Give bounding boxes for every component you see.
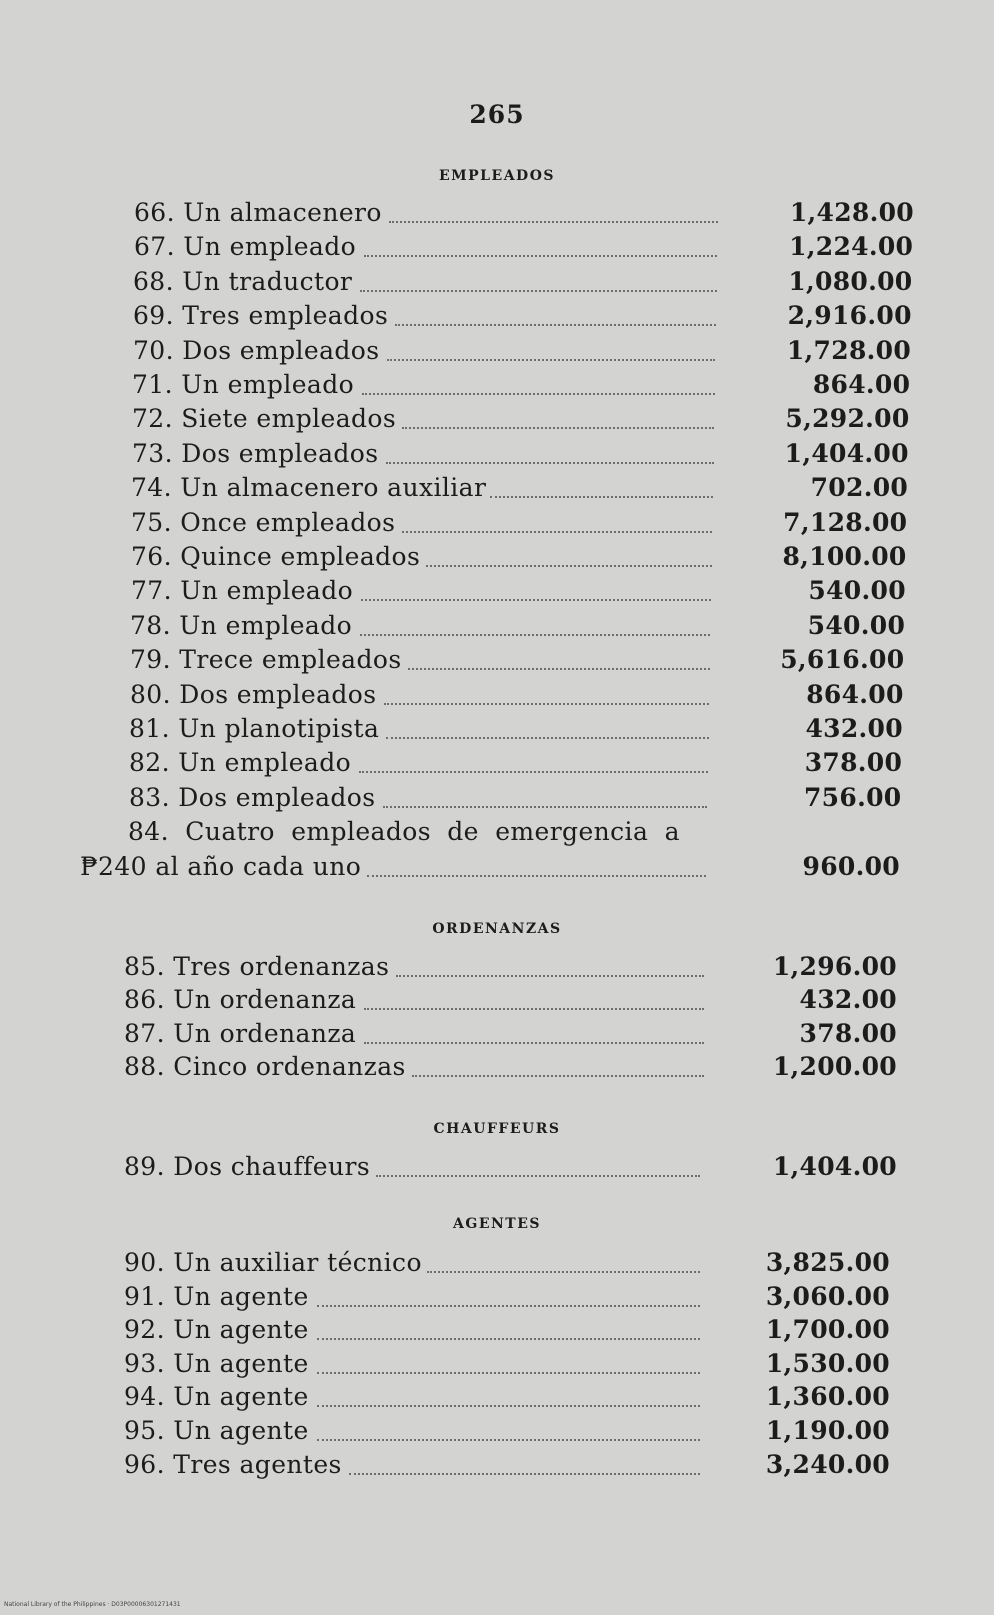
leader-dots: [383, 806, 708, 808]
line-item-amount: 3,240.00: [765, 1449, 890, 1479]
line-item-amount: 3,825.00: [765, 1248, 890, 1277]
leader-dots: [367, 875, 706, 877]
line-item-label: 76. Quince empleados: [131, 542, 421, 571]
line-item: [124, 1017, 897, 1051]
leader-dots: [384, 703, 709, 705]
line-item-label: 77. Un empleado: [131, 576, 354, 606]
line-item: [128, 815, 901, 849]
line-item-amount: 864.00: [812, 370, 911, 399]
line-item: [124, 1380, 890, 1414]
line-item-amount: 540.00: [808, 576, 906, 606]
line-item: [132, 437, 909, 471]
line-item-amount: 8,100.00: [782, 542, 907, 571]
line-item: [80, 850, 900, 884]
leader-dots: [389, 221, 718, 223]
leader-dots: [387, 359, 716, 361]
line-item-amount: 1,530.00: [765, 1348, 890, 1378]
leader-dots: [317, 1338, 700, 1340]
line-item-label: 66. Un almacenero: [134, 198, 382, 227]
leader-dots: [386, 737, 709, 739]
line-item: [133, 265, 913, 299]
line-item-label: 73. Dos empleados: [132, 438, 379, 468]
leader-dots: [402, 531, 712, 533]
line-item-amount: 1,428.00: [789, 198, 914, 227]
line-item-label: 92. Un agente: [124, 1315, 309, 1345]
line-item-amount: 5,616.00: [780, 645, 905, 675]
line-item-amount: 3,060.00: [765, 1281, 890, 1311]
line-item-amount: 1,728.00: [786, 335, 912, 365]
line-item-label: 67. Un empleado: [134, 232, 357, 262]
line-item: [131, 506, 907, 540]
line-item: [124, 950, 897, 984]
line-item-label: 95. Un agente: [124, 1416, 309, 1445]
line-item: [124, 983, 897, 1017]
line-item: [124, 1050, 897, 1084]
leader-dots: [426, 565, 711, 567]
line-item: [124, 1150, 897, 1184]
line-item-amount: 960.00: [802, 851, 900, 881]
line-item: [124, 1448, 890, 1482]
leader-dots: [362, 393, 715, 395]
line-item-amount: 378.00: [799, 1018, 897, 1048]
line-item-label: ₱240 al año cada uno: [80, 851, 362, 881]
line-item: [134, 230, 913, 264]
line-item-label: 84. Cuatro empleados de emergencia a: [128, 817, 680, 847]
section-title: CHAUFFEURS: [433, 1121, 561, 1137]
page-number: 265: [469, 100, 525, 129]
line-item-amount: 864.00: [806, 679, 904, 709]
line-item-amount: 702.00: [810, 473, 909, 503]
line-item-label: 80. Dos empleados: [130, 679, 377, 709]
line-item-amount: 378.00: [804, 748, 903, 778]
line-item: [124, 1313, 890, 1347]
line-item: [124, 1414, 890, 1448]
line-item: [130, 609, 905, 643]
leader-dots: [396, 975, 704, 977]
leader-dots: [360, 634, 710, 636]
leader-dots: [427, 1271, 700, 1273]
leader-dots: [317, 1372, 700, 1374]
line-item: [124, 1246, 890, 1280]
line-item-label: 75. Once empleados: [131, 507, 396, 537]
line-item-label: 86. Un ordenanza: [124, 985, 357, 1015]
line-item: [130, 643, 904, 677]
line-item: [132, 402, 910, 436]
line-item-label: 70. Dos empleados: [133, 335, 380, 365]
line-item-label: 94. Un agente: [124, 1382, 309, 1412]
line-item: [129, 781, 901, 815]
leader-dots: [317, 1305, 700, 1307]
leader-dots: [360, 290, 717, 292]
line-item-label: 74. Un almacenero auxiliar: [131, 473, 487, 503]
leader-dots: [364, 255, 717, 257]
line-item-label: 79. Trece empleados: [130, 645, 402, 675]
line-item-label: 82. Un empleado: [129, 748, 352, 778]
line-item-amount: 1,080.00: [788, 266, 913, 296]
line-item-amount: 1,224.00: [789, 232, 914, 262]
line-item-label: 88. Cinco ordenanzas: [124, 1051, 406, 1081]
line-item-label: 83. Dos empleados: [129, 782, 376, 812]
line-item: [129, 712, 903, 746]
line-item-label: 89. Dos chauffeurs: [124, 1152, 371, 1181]
line-item: [133, 299, 912, 333]
line-item: [129, 746, 902, 780]
line-item-label: 96. Tres agentes: [124, 1449, 342, 1479]
line-item-amount: 1,404.00: [772, 1152, 897, 1181]
line-item-amount: 540.00: [807, 610, 906, 640]
line-item-label: 81. Un planotipista: [129, 714, 380, 743]
line-item: [131, 471, 908, 505]
line-item-amount: 1,700.00: [765, 1315, 890, 1345]
line-item-amount: 756.00: [803, 782, 902, 812]
line-item-amount: 1,190.00: [765, 1416, 890, 1445]
leader-dots: [412, 1075, 704, 1077]
footer-watermark: National Library of the Philippines · D03P00006301271431: [4, 1601, 181, 1608]
leader-dots: [359, 771, 708, 773]
line-item-label: 90. Un auxiliar técnico: [124, 1248, 422, 1277]
line-item-label: 68. Un traductor: [133, 266, 353, 296]
line-item-label: 85. Tres ordenanzas: [124, 952, 390, 981]
leader-dots: [361, 599, 711, 601]
line-item-label: 71. Un empleado: [132, 370, 355, 399]
section-title: ORDENANZAS: [432, 921, 562, 937]
leader-dots: [386, 462, 714, 464]
line-item-amount: 1,404.00: [784, 438, 909, 468]
line-item-label: 69. Tres empleados: [133, 301, 389, 331]
line-item: [132, 368, 910, 402]
leader-dots: [364, 1042, 704, 1044]
section-title: AGENTES: [453, 1216, 541, 1232]
line-item: [124, 1280, 890, 1314]
line-item-amount: 5,292.00: [785, 404, 910, 434]
line-item-label: 72. Siete empleados: [132, 404, 397, 434]
line-item: [134, 196, 914, 230]
leader-dots: [317, 1405, 700, 1407]
leader-dots: [364, 1008, 704, 1010]
line-item-amount: 1,200.00: [772, 1051, 897, 1081]
leader-dots: [376, 1175, 700, 1177]
line-item-amount: 7,128.00: [783, 507, 908, 537]
leader-dots: [490, 496, 713, 498]
line-item-label: 93. Un agente: [124, 1348, 309, 1378]
line-item: [131, 574, 906, 608]
leader-dots: [408, 668, 710, 670]
line-item-label: 87. Un ordenanza: [124, 1018, 357, 1048]
leader-dots: [317, 1439, 700, 1441]
line-item-amount: 2,916.00: [787, 301, 912, 331]
line-item-amount: 432.00: [799, 985, 897, 1015]
section-title: EMPLEADOS: [438, 168, 556, 184]
line-item-label: 78. Un empleado: [130, 610, 353, 640]
line-item: [133, 334, 911, 368]
leader-dots: [349, 1473, 700, 1475]
line-item: [124, 1347, 890, 1381]
line-item-amount: 432.00: [805, 714, 903, 743]
leader-dots: [402, 427, 714, 429]
line-item-label: 91. Un agente: [124, 1281, 309, 1311]
line-item-amount: 1,360.00: [765, 1382, 890, 1412]
line-item-amount: 1,296.00: [772, 952, 897, 981]
leader-dots: [395, 324, 716, 326]
line-item: [131, 540, 907, 574]
line-item: [130, 678, 904, 712]
